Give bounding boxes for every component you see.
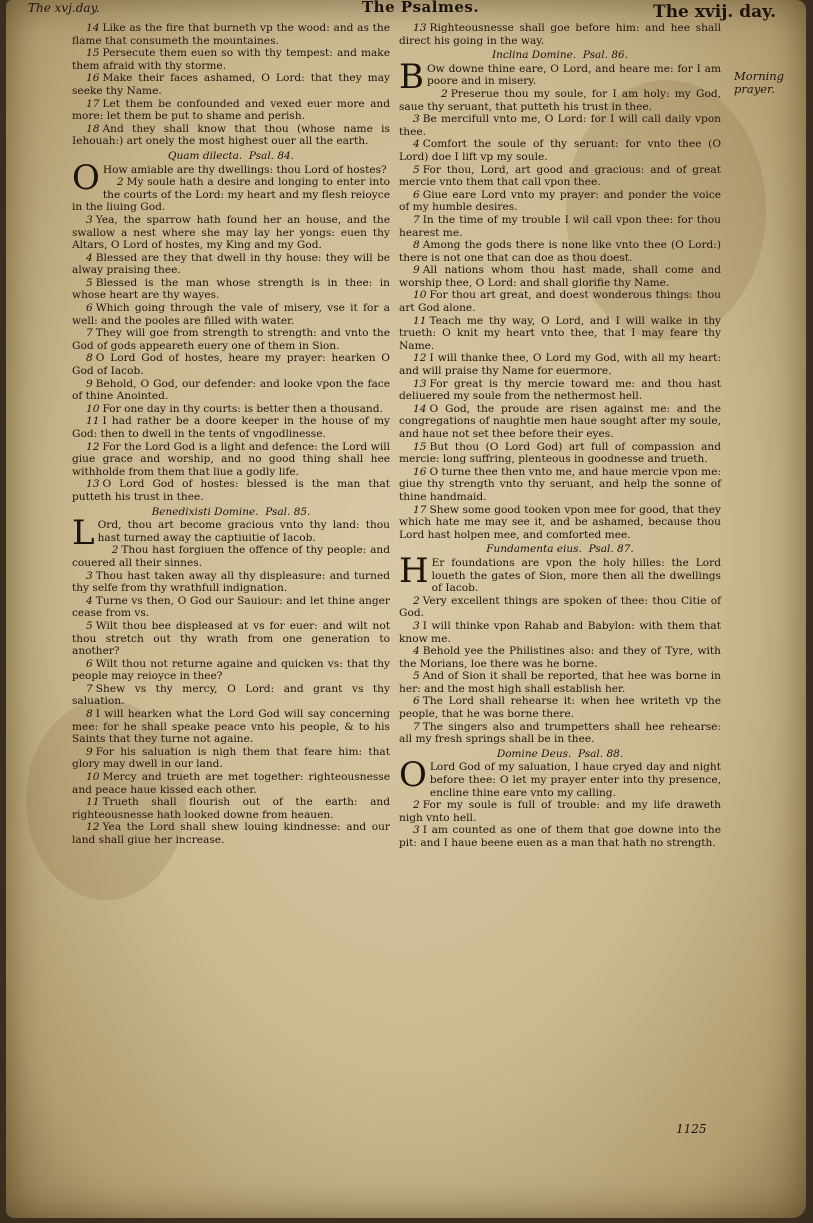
- psalm-84: [72, 150, 390, 504]
- verse: 7 They will goe from strength to strength: and vnto the God of gods appeareth euery one of them in Sion.: [72, 327, 390, 352]
- running-head: [6, 0, 806, 22]
- drop-cap: L: [72, 513, 95, 554]
- verse: 4 Blessed are they that dwell in thy house: they will be alway praising thee.: [72, 251, 390, 277]
- verse: 4 Comfort the soule of thy seruant: for vnto thee (O Lord) doe I lift vp my soule.: [399, 138, 721, 163]
- verse: 12 Yea the Lord shall shew louing kindnesse: and our land shall giue her increase.: [72, 821, 390, 846]
- verse: 5 Blessed is the man whose strength is in thee: in whose heart are thy wayes.: [72, 276, 390, 302]
- left-column: [72, 22, 390, 847]
- verse: 3 Yea, the sparrow hath found her an house, and the swallow a nest where she may lay her yongs: euen thy Altars, O Lord of hostes, my King and my God.: [72, 213, 390, 252]
- verse: 5 And of Sion it shall be reported, that hee was borne in her: and the most high shall establish her.: [399, 670, 721, 695]
- verse: 9 All nations whom thou hast made, shall come and worship thee, O Lord: and shall glorifie thy Name.: [399, 264, 721, 289]
- psalm-heading: Inclina Domine. Psal. 86.: [491, 49, 629, 62]
- psalm-heading: Quam dilecta. Psal. 84.: [167, 149, 295, 162]
- running-head-title: The Psalmes.: [362, 0, 480, 16]
- verse: 8 Among the gods there is none like vnto thee (O Lord:) there is not one that can doe as thou doest.: [399, 239, 721, 264]
- verse: 11 Teach me thy way, O Lord, and I will walke in thy trueth: O knit my heart vnto thee, that I may feare thy Name.: [399, 314, 721, 352]
- verse: 3 Be mercifull vnto me, O Lord: for I will call daily vpon thee.: [399, 113, 721, 138]
- verse: 8 I will hearken what the Lord God will say concerning mee: for he shall speake peace vnto his people, & to his Saints that they turne not againe.: [72, 708, 390, 746]
- verse: 3 I am counted as one of them that goe downe into the pit: and I haue beene euen as a man that hath no strength.: [399, 824, 721, 849]
- verse: 11 I had rather be a doore keeper in the house of my God: then to dwell in the tents of vngodlinesse.: [72, 415, 390, 440]
- first-verse: O Lord God of my saluation, I haue cryed day and night before thee: O let my prayer enter into thy presence, encline thine eare vnto my calling.: [399, 755, 721, 799]
- verse: 3 I will thinke vpon Rahab and Babylon: with them that know me.: [399, 619, 721, 645]
- verse: 4 Turne vs then, O God our Sauiour: and let thine anger cease from vs.: [72, 594, 390, 620]
- drop-cap: O: [72, 157, 100, 198]
- verse: 12 For the Lord God is a light and defence: the Lord will giue grace and worship, and no good thing shall hee withholde from them that liue a godly life.: [72, 440, 390, 478]
- psalm-heading: Benedixisti Domine. Psal. 85.: [151, 505, 311, 518]
- verse: 13 Righteousnesse shall goe before him: and hee shall direct his going in the way.: [399, 22, 721, 47]
- verse: 2 Very excellent things are spoken of thee: thou Citie of God.: [399, 594, 721, 620]
- verse: 11 Trueth shall flourish out of the earth: and righteousnesse hath looked downe from heauen.: [72, 796, 390, 821]
- running-head-left: The xvj.day.: [28, 1, 100, 15]
- verse: 7 Shew vs thy mercy, O Lord: and grant vs thy saluation.: [72, 682, 390, 708]
- verse: 17 Shew some good tooken vpon mee for good, that they which hate me may see it, and be ashamed, because thou Lord hast holpen mee, and comforted mee.: [399, 503, 721, 541]
- psalm-heading: Fundamenta eius. Psal. 87.: [486, 543, 634, 556]
- verse: 2 My soule hath a desire and longing to enter into the courts of the Lord: my heart and my flesh reioyce in the liuing God.: [72, 176, 390, 214]
- psalm-86: [399, 49, 721, 541]
- verse: 18 And they shall know that thou (whose name is Iehouah:) art onely the most highest ouer all the earth.: [72, 122, 390, 148]
- psalm-87: [399, 543, 721, 746]
- drop-cap: H: [399, 550, 429, 591]
- verse: 3 Thou hast taken away all thy displeasure: and turned thy selfe from thy wrathfull indignation.: [72, 569, 390, 595]
- verse: 12 I will thanke thee, O Lord my God, with all my heart: and will praise thy Name for euermore.: [399, 352, 721, 378]
- verse: 6 Giue eare Lord vnto my prayer: and ponder the voice of my humble desires.: [399, 188, 721, 214]
- first-verse: O How amiable are thy dwellings: thou Lord of hostes?: [72, 157, 387, 198]
- verse: 7 The singers also and trumpetters shall hee rehearse: all my fresh springs shall be in thee.: [399, 720, 721, 746]
- verse: 5 For thou, Lord, art good and gracious: and of great mercie vnto them that call vpon thee.: [399, 163, 721, 189]
- drop-cap: O: [399, 755, 427, 796]
- book-page: [6, 0, 806, 1218]
- verse: 17 Let them be confounded and vexed euer more and more: let them be put to shame and perish.: [72, 97, 390, 123]
- verse: 5 Wilt thou bee displeased at vs for euer: and wilt not thou stretch out thy wrath from one generation to another?: [72, 619, 390, 658]
- psalm-88: [399, 748, 721, 850]
- verse: 13 O Lord God of hostes: blessed is the man that putteth his trust in thee.: [72, 478, 390, 503]
- verse: 9 For his saluation is nigh them that feare him: that glory may dwell in our land.: [72, 745, 390, 771]
- first-verse: L Ord, thou art become gracious vnto thy land: thou hast turned away the captiuitie of Iacob.: [72, 513, 390, 554]
- verse: 6 Which going through the vale of misery, vse it for a well: and the pooles are filled with water.: [72, 302, 390, 327]
- margin-note: Morning prayer.: [734, 69, 785, 96]
- verse: 14 Like as the fire that burneth vp the wood: and as the flame that consumeth the mountaines.: [72, 22, 390, 47]
- verse: 13 For great is thy mercie toward me: and thou hast deliuered my soule from the nethermost hell.: [399, 377, 721, 403]
- right-column: [399, 22, 721, 850]
- verse: 15 Persecute them euen so with thy tempest: and make them afraid with thy storme.: [72, 47, 390, 72]
- verse: 4 Behold yee the Philistines also: and they of Tyre, with the Morians, loe there was he borne.: [399, 645, 721, 670]
- psalm-85: [72, 506, 390, 847]
- verse: 16 O turne thee then vnto me, and haue mercie vpon me: giue thy strength vnto thy seruant, and help the sonne of thine handmaid.: [399, 465, 721, 503]
- verse: 8 O Lord God of hostes, heare my prayer: hearken O God of Iacob.: [72, 352, 390, 378]
- page-folio: 1125: [676, 1122, 707, 1136]
- running-head-right: The xvij. day.: [653, 2, 776, 22]
- verse: 9 Behold, O God, our defender: and looke vpon the face of thine Anointed.: [72, 377, 390, 403]
- verse: 10 For thou art great, and doest wonderous things: thou art God alone.: [399, 289, 721, 315]
- verse: 10 For one day in thy courts: is better then a thousand.: [86, 402, 383, 415]
- verse: 10 Mercy and trueth are met together: righteousnesse and peace haue kissed each other.: [72, 771, 390, 796]
- psalm-heading: Domine Deus. Psal. 88.: [496, 747, 624, 760]
- verse: 2 Preserue thou my soule, for I am holy: my God, saue thy seruant, that putteth his trust in thee.: [399, 87, 721, 113]
- verse: 14 O God, the proude are risen against me: and the congregations of naughtie men haue sought after my soule, and haue not set thee before their eyes.: [399, 402, 721, 440]
- drop-cap: B: [399, 56, 424, 97]
- first-verse: B Ow downe thine eare, O Lord, and heare me: for I am poore and in misery.: [399, 56, 721, 97]
- verse: 6 The Lord shall rehearse it: when hee writeth vp the people, that he was borne there.: [399, 695, 721, 721]
- verse: 2 For my soule is full of trouble: and my life draweth nigh vnto hell.: [399, 799, 721, 824]
- verse: 15 But thou (O Lord God) art full of compassion and mercie: long suffring, plenteous in goodnesse and trueth.: [399, 440, 721, 466]
- verse: 2 Thou hast forgiuen the offence of thy people: and couered all their sinnes.: [72, 544, 390, 569]
- psalm-83-ending: [72, 22, 390, 148]
- verse: 7 In the time of my trouble I wil call vpon thee: for thou hearest me.: [399, 213, 721, 239]
- verse: 16 Make their faces ashamed, O Lord: that they may seeke thy Name.: [72, 72, 390, 97]
- verse: 6 Wilt thou not returne againe and quicken vs: that thy people may reioyce in thee?: [72, 657, 390, 683]
- first-verse: H Er foundations are vpon the holy hilles: the Lord loueth the gates of Sion, more then all the dwellings of Iacob.: [399, 550, 721, 595]
